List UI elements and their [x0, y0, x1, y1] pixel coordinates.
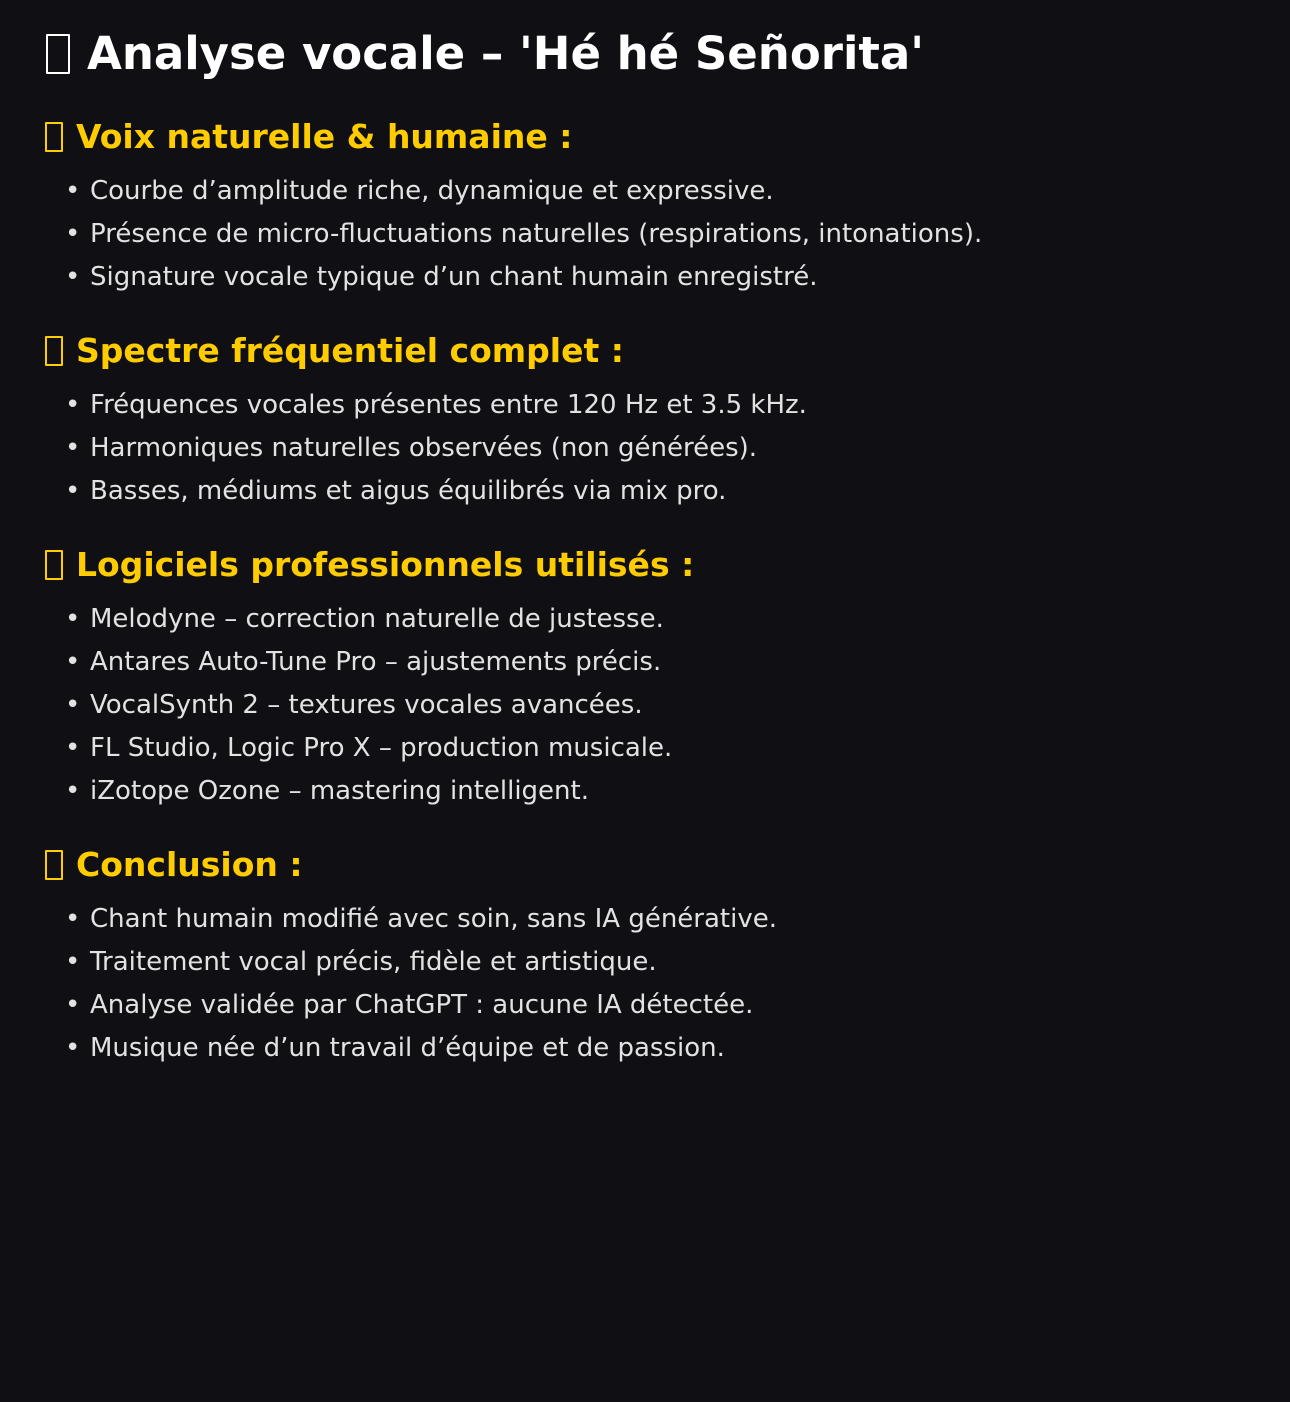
bullet-marker: • [65, 604, 81, 634]
section-heading [43, 845, 1290, 885]
list-item [65, 984, 1290, 1027]
bullet-marker: • [65, 990, 81, 1020]
bullet-list [43, 898, 1290, 1070]
bullet-marker: • [65, 647, 81, 677]
page-title-text: Analyse vocale – 'Hé hé Señorita' [87, 27, 925, 80]
bullet-marker: • [65, 262, 81, 292]
list-item [65, 470, 1290, 513]
bullet-list [43, 598, 1290, 813]
list-item [65, 727, 1290, 770]
list-item-text: Harmoniques naturelles observées (non générées). [90, 433, 758, 463]
bullet-list [43, 384, 1290, 513]
bullet-marker: • [65, 947, 81, 977]
missing-glyph-box-icon [46, 34, 70, 74]
bullet-marker: • [65, 433, 81, 463]
list-item [65, 941, 1290, 984]
list-item-text: FL Studio, Logic Pro X – production musicale. [90, 733, 673, 763]
bullet-marker: • [65, 390, 81, 420]
missing-glyph-box-icon [45, 550, 63, 580]
page-title [43, 27, 1290, 81]
list-item [65, 641, 1290, 684]
list-item-text: iZotope Ozone – mastering intelligent. [90, 776, 589, 806]
section-heading-text: Spectre fréquentiel complet : [76, 331, 624, 370]
list-item [65, 213, 1290, 256]
list-item [65, 898, 1290, 941]
list-item-text: Traitement vocal précis, fidèle et artistique. [90, 947, 657, 977]
section-heading [43, 331, 1290, 371]
list-item [65, 770, 1290, 813]
missing-glyph-box-icon [45, 336, 63, 366]
section-spectre-frequentiel [43, 331, 1290, 545]
bullet-marker: • [65, 1033, 81, 1063]
list-item-text: Courbe d’amplitude riche, dynamique et expressive. [90, 176, 774, 206]
list-item-text: VocalSynth 2 – textures vocales avancées. [90, 690, 643, 720]
list-item-text: Signature vocale typique d’un chant humain enregistré. [90, 262, 818, 292]
list-item [65, 1027, 1290, 1070]
section-logiciels [43, 545, 1290, 845]
list-item-text: Melodyne – correction naturelle de justesse. [90, 604, 664, 634]
list-item-text: Musique née d’un travail d’équipe et de passion. [90, 1033, 725, 1063]
bullet-marker: • [65, 690, 81, 720]
list-item-text: Analyse validée par ChatGPT : aucune IA détectée. [90, 990, 754, 1020]
section-conclusion [43, 845, 1290, 1070]
section-voix-naturelle [43, 117, 1290, 331]
list-item-text: Présence de micro-fluctuations naturelles (respirations, intonations). [90, 219, 983, 249]
missing-glyph-box-icon [45, 122, 63, 152]
list-item [65, 170, 1290, 213]
list-item [65, 598, 1290, 641]
list-item-text: Antares Auto-Tune Pro – ajustements précis. [90, 647, 662, 677]
bullet-marker: • [65, 733, 81, 763]
bullet-marker: • [65, 904, 81, 934]
bullet-marker: • [65, 776, 81, 806]
list-item [65, 427, 1290, 470]
list-item-text: Chant humain modifié avec soin, sans IA générative. [90, 904, 777, 934]
list-item [65, 256, 1290, 299]
list-item-text: Basses, médiums et aigus équilibrés via mix pro. [90, 476, 727, 506]
list-item-text: Fréquences vocales présentes entre 120 Hz et 3.5 kHz. [90, 390, 807, 420]
bullet-marker: • [65, 476, 81, 506]
bullet-marker: • [65, 176, 81, 206]
section-heading [43, 545, 1290, 585]
section-heading-text: Conclusion : [76, 845, 303, 884]
bullet-marker: • [65, 219, 81, 249]
section-heading-text: Logiciels professionnels utilisés : [76, 545, 695, 584]
section-heading [43, 117, 1290, 157]
section-heading-text: Voix naturelle & humaine : [76, 117, 573, 156]
bullet-list [43, 170, 1290, 299]
missing-glyph-box-icon [45, 850, 63, 880]
list-item [65, 384, 1290, 427]
list-item [65, 684, 1290, 727]
